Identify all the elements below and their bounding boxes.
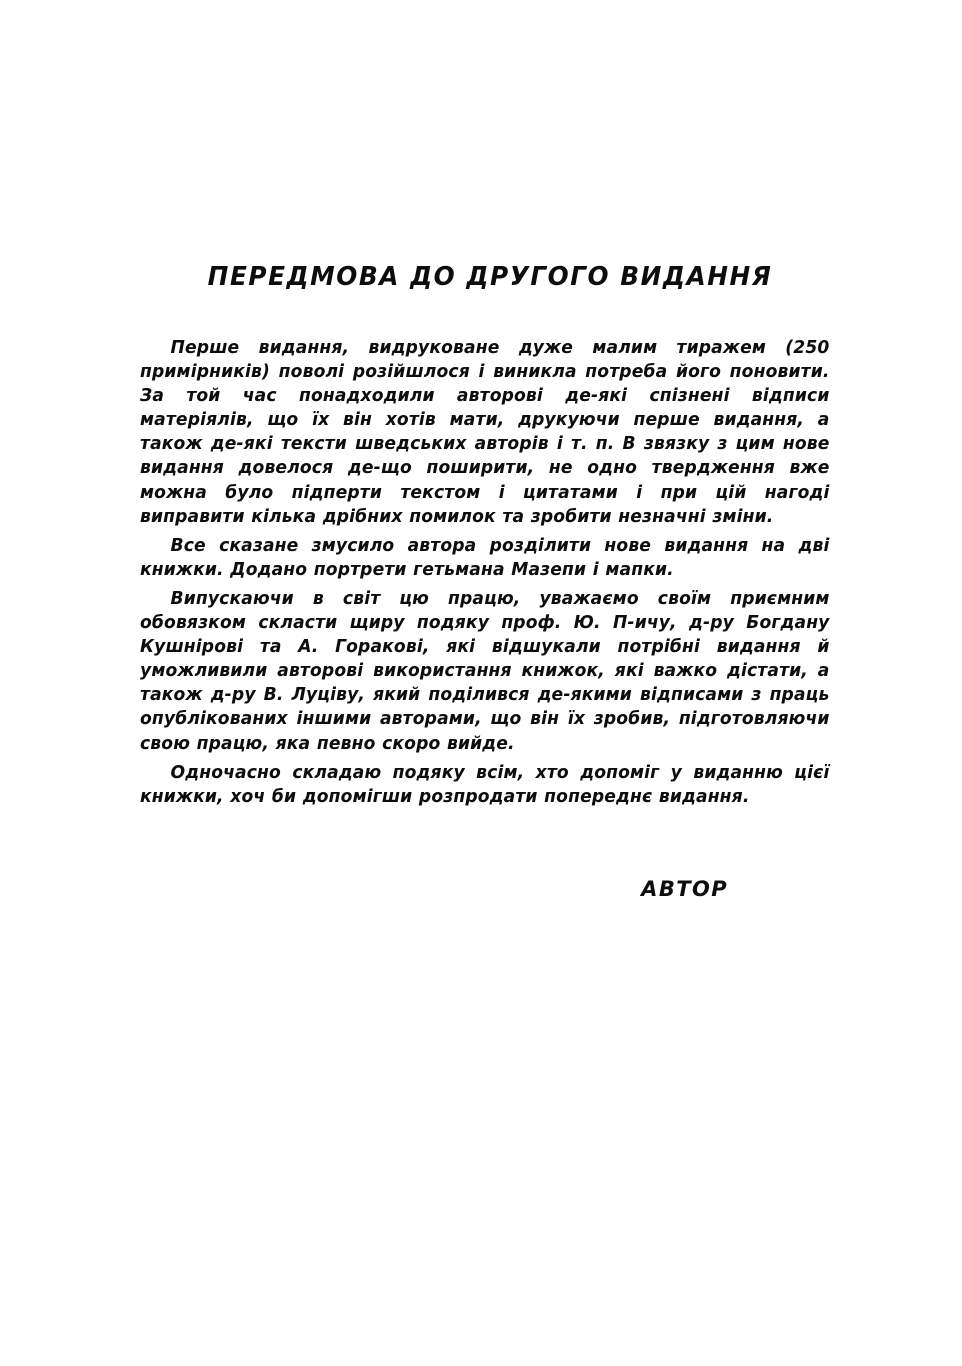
paragraph-1: Перше видання, видруковане дуже малим тиражем (250 примірників) поволі розійшлося і виникла потреба його поновити. За той час понадходили авторові де-які спізнені відписи матеріялів, що їх він хотів мати, друкуючи перше видання, а також де-які тексти шведських авторів і т. п. В звязку з цим нове видання довелося де-що поширити, не одно твердження вже можна було підперти текстом і цитатами і при цій нагоді виправити кілька дрібних помилок та зробити незначні зміни. — [140, 338, 830, 527]
page-title: ПЕРЕДМОВА ДО ДРУГОГО ВИДАННЯ — [207, 262, 773, 292]
author-signature: АВТОР — [641, 876, 728, 901]
document-text-block — [140, 262, 840, 901]
paragraph-2: Все сказане змусило автора розділити нове видання на дві книжки. Додано портрети гетьмана Мазепи і мапки. — [140, 535, 830, 580]
paragraph-3: Випускаючи в світ цю працю, уважаємо своїм приємним обовязком скласти щиру подяку проф. Ю. П-ичу, д-ру Богдану Кушнірові та А. Горакові, які відшукали потрібні видання й уможливили авторові використання книжок, які важко дістати, а також д-ру В. Луціву, який поділився де-якими відписами з праць опублікованих іншими авторами, що він їх зробив, підготовляючи свою працю, яка певно скоро вийде. — [140, 588, 830, 754]
paragraph-4: Одночасно складаю подяку всім, хто допоміг у виданню цієї книжки, хоч би допомігши розпродати попереднє видання. — [140, 762, 830, 807]
